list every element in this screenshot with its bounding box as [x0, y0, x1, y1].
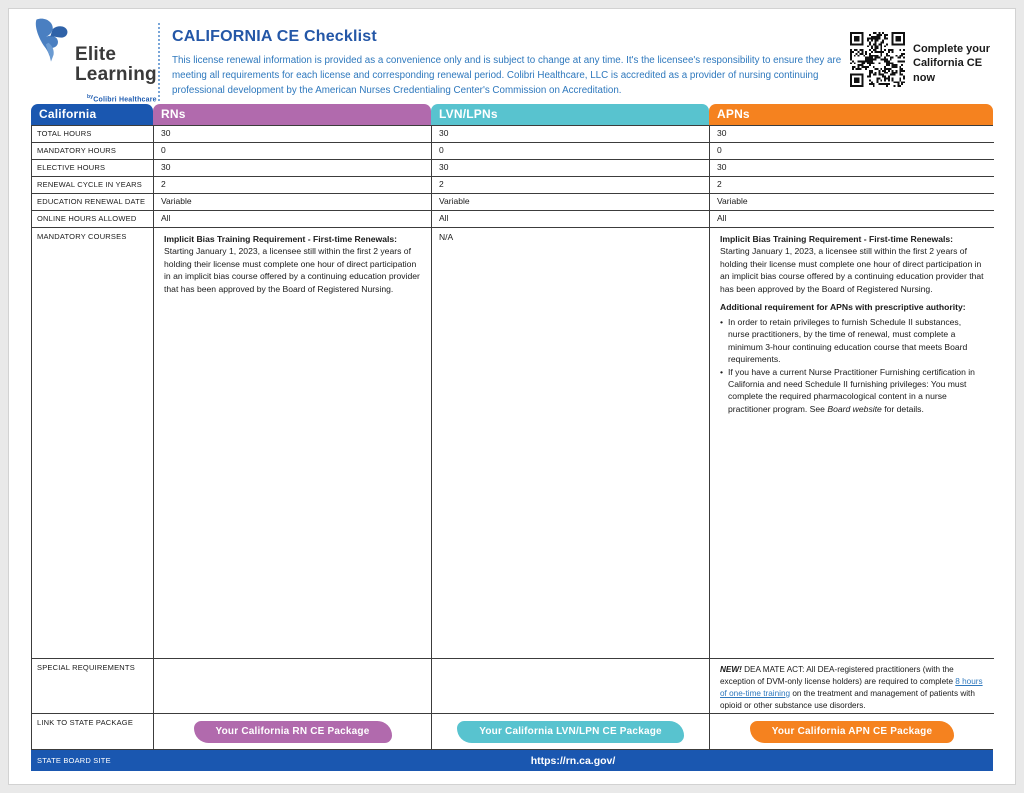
- logo-tagline: $^{by}$Colibri Healthcare: [87, 94, 157, 104]
- logo-line2: Learning: [75, 64, 157, 85]
- online-hours-lvn: All: [432, 211, 710, 228]
- row-label-mandatory-courses: MANDATORY COURSES: [32, 228, 154, 659]
- row-label-education-renewal-date: EDUCATION RENEWAL DATE: [32, 194, 154, 211]
- apn-requirement-bullets: [720, 316, 984, 416]
- total-hours-lvn: 30: [432, 126, 710, 143]
- board-website-reference: Board website: [827, 403, 882, 414]
- qr-code: [850, 32, 905, 87]
- logo-line1: Elite: [75, 44, 117, 65]
- logo-wordmark: [75, 45, 157, 110]
- elective-hours-lvn: 30: [432, 160, 710, 177]
- renewal-cycle-lvn: 2: [432, 177, 710, 194]
- column-header-california: California: [31, 104, 153, 125]
- row-label-elective-hours: ELECTIVE HOURS: [32, 160, 154, 177]
- mandatory-courses-rn: [154, 228, 432, 659]
- mandatory-hours-rn: 0: [154, 143, 432, 160]
- renewal-cycle-rn: 2: [154, 177, 432, 194]
- dotted-divider: [158, 23, 160, 101]
- document-page: [8, 8, 1016, 785]
- implicit-bias-body: Starting January 1, 2023, a licensee still within the first 2 years of holding their license must complete one hour of direct participation in an implicit bias course offered by a continuing education provider that has been approved by the Board of Registered Nursing.: [164, 246, 420, 294]
- disclaimer-text: This license renewal information is provided as a convenience only and is subject to change at any time. It's the licensee's responsibility to ensure they are meeting all requirements for each license and corresponding renewal period. Colibri Healthcare, LLC is accredited as a provider of nursing continuing professional development by the American Nurses Credentialing Center's Commission on Accreditation.: [172, 55, 842, 97]
- apn-package-cell: [710, 714, 994, 749]
- state-board-site-label: STATE BOARD SITE: [37, 756, 111, 765]
- row-label-online-hours: ONLINE HOURS ALLOWED: [32, 211, 154, 228]
- education-renewal-date-lvn: Variable: [432, 194, 710, 211]
- education-renewal-date-rn: Variable: [154, 194, 432, 211]
- renewal-cycle-apn: 2: [710, 177, 994, 194]
- special-requirements-apn: NEW! DEA MATE ACT: All DEA-registered practitioners (with the exception of DVM-only license holders) are required to complete 8 hours of one-time training on the treatment and management of patients with opioid or other substance use disorders.: [710, 659, 994, 714]
- implicit-bias-heading: Implicit Bias Training Requirement - First-time Renewals:: [720, 234, 954, 244]
- total-hours-apn: 30: [710, 126, 994, 143]
- new-flag: NEW!: [720, 665, 742, 674]
- one-time-training-link[interactable]: 8 hours of one-time training: [720, 676, 983, 698]
- mandatory-courses-apn: [710, 228, 994, 659]
- special-requirements-rn: [154, 659, 432, 714]
- state-board-url-link[interactable]: https://rn.ca.gov/: [530, 754, 616, 767]
- special-requirements-lvn: [432, 659, 710, 714]
- mandatory-hours-apn: 0: [710, 143, 994, 160]
- column-header-apns: APNs: [709, 104, 993, 125]
- mandatory-hours-lvn: 0: [432, 143, 710, 160]
- total-hours-rn: 30: [154, 126, 432, 143]
- online-hours-rn: All: [154, 211, 432, 228]
- apn-ce-package-button[interactable]: Your California APN CE Package: [750, 721, 955, 743]
- apn-additional-requirement-heading: Additional requirement for APNs with prescriptive authority:: [720, 302, 966, 313]
- bullet-item: • In order to retain privileges to furnish Schedule II substances, nurse practitioners, by the time of renewal, must complete a minimum 3-hour continuing education course that meets Board requirements.: [720, 316, 984, 366]
- lvn-lpn-ce-package-button[interactable]: Your California LVN/LPN CE Package: [457, 721, 684, 743]
- bullet-item: • If you have a current Nurse Practitioner Furnishing certification in California and need Schedule II furnishing privileges: You must complete the required pharmacological content in a nurse practitioner program. See Board website for details.: [720, 366, 984, 416]
- elective-hours-rn: 30: [154, 160, 432, 177]
- page-title: CALIFORNIA CE Checklist: [172, 28, 377, 45]
- table-header-row: [31, 104, 993, 125]
- row-label-total-hours: TOTAL HOURS: [32, 126, 154, 143]
- lvn-package-cell: [432, 714, 710, 749]
- rn-package-cell: [154, 714, 432, 749]
- qr-call-to-action: Complete your California CE now: [913, 43, 991, 84]
- column-header-rns: RNs: [153, 104, 431, 125]
- online-hours-apn: All: [710, 211, 994, 228]
- row-label-renewal-cycle: RENEWAL CYCLE IN YEARS: [32, 177, 154, 194]
- row-label-mandatory-hours: MANDATORY HOURS: [32, 143, 154, 160]
- implicit-bias-heading: Implicit Bias Training Requirement - First-time Renewals:: [164, 234, 398, 244]
- elective-hours-apn: 30: [710, 160, 994, 177]
- row-label-special-requirements: SPECIAL REQUIREMENTS: [32, 659, 154, 714]
- column-header-lvnlpns: LVN/LPNs: [431, 104, 709, 125]
- ce-checklist-table: [31, 104, 993, 771]
- mandatory-courses-lvn: N/A: [432, 228, 710, 659]
- implicit-bias-body: Starting January 1, 2023, a licensee still within the first 2 years of holding their license must complete one hour of direct participation in an implicit bias course offered by a continuing education provider that has been approved by the Board of Registered Nursing.: [720, 246, 984, 294]
- education-renewal-date-apn: Variable: [710, 194, 994, 211]
- rn-ce-package-button[interactable]: Your California RN CE Package: [194, 721, 392, 743]
- row-label-link-to-state-package: LINK TO STATE PACKAGE: [32, 714, 154, 749]
- table-body: [31, 125, 993, 750]
- state-board-bar: [31, 750, 993, 771]
